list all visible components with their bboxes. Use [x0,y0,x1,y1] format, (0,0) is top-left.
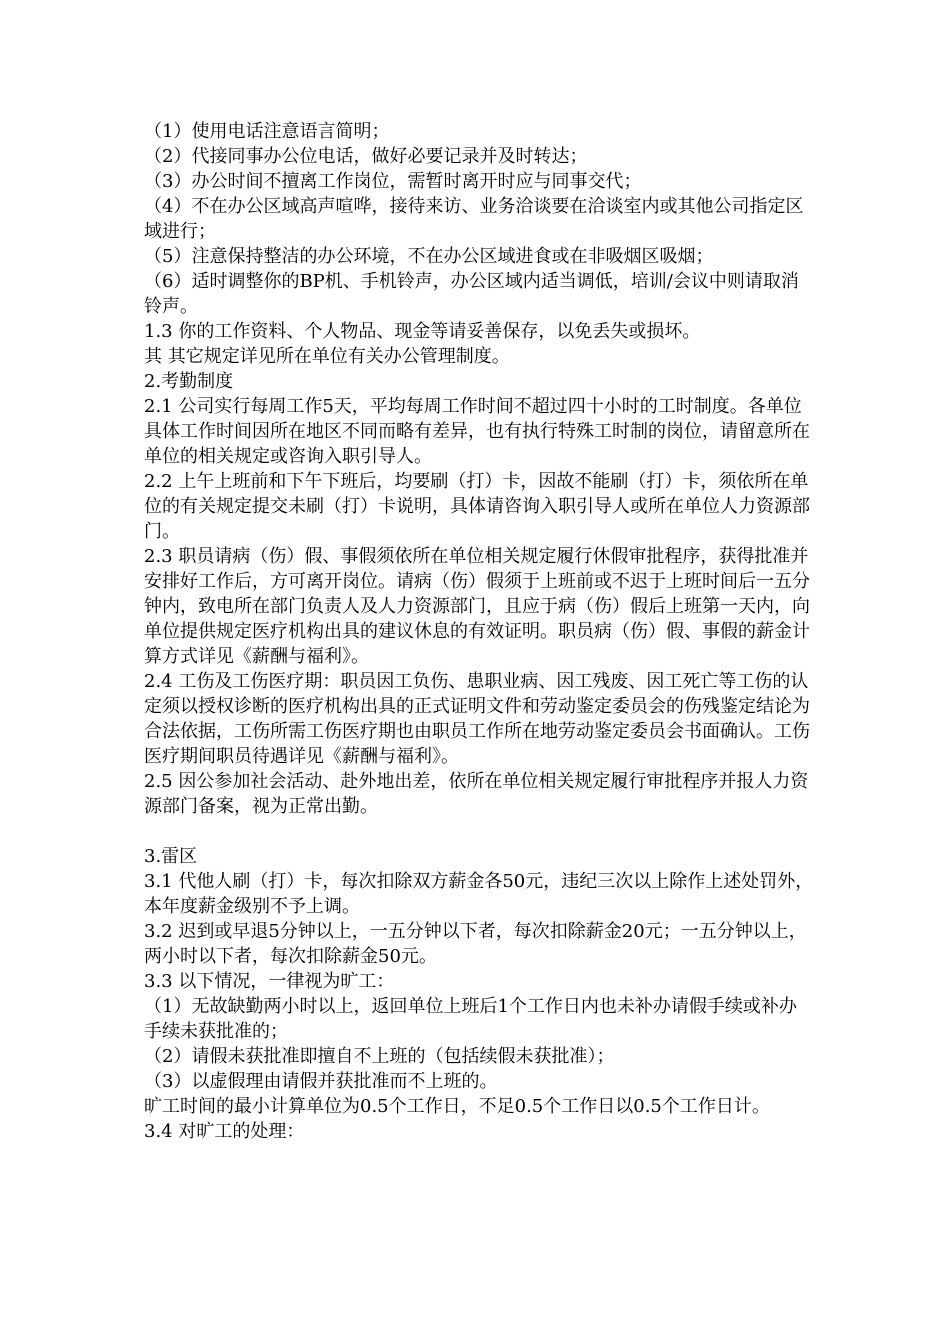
paragraph: 3.4 对旷工的处理： [144,1121,305,1142]
section-heading: 2.考勤制度 [144,371,234,392]
paragraph: 3.2 迟到或早退5分钟以上，一五分钟以下者，每次扣除薪金20元；一五分钟以上，两小时以下者，每次扣除薪金50元。 [144,921,807,967]
paragraph: （4）不在办公区域高声喧哗，接待来访、业务洽谈要在洽谈室内或其他公司指定区域进行； [144,196,804,242]
paragraph: （6）适时调整你的BP机、手机铃声，办公区域内适当调低，培训/会议中则请取消铃声。 [144,271,799,317]
paragraph: （1）使用电话注意语言简明； [144,121,390,142]
paragraph: （3）办公时间不擅离工作岗位，需暂时离开时应与同事交代； [144,171,642,192]
paragraph: 其 其它规定详见所在单位有关办公管理制度。 [144,346,510,367]
paragraph: 旷工时间的最小计算单位为0.5个工作日，不足0.5个工作日以0.5个工作日计。 [144,1096,770,1117]
paragraph: 3.1 代他人刷（打）卡，每次扣除双方薪金各50元，违纪三次以上除作上述处罚外，本年度薪金级别不予上调。 [144,871,814,917]
paragraph: （2）请假未获批准即擅自不上班的（包括续假未获批准）； [144,1046,615,1067]
paragraph: 2.4 工伤及工伤医疗期：职员因工负伤、患职业病、因工残废、因工死亡等工伤的认定须以授权诊断的医疗机构出具的正式证明文件和劳动鉴定委员会的伤残鉴定结论为合法依据，工伤所需工伤医疗期也由职员工作所在地劳动鉴定委员会书面确认。工伤医疗期间职员待遇详见《薪酬与福利》。 [144,671,810,767]
paragraph: 3.3 以下情况，一律视为旷工： [144,971,395,992]
paragraph: 2.3 职员请病（伤）假、事假须依所在单位相关规定履行休假审批程序，获得批准并安排好工作后，方可离开岗位。请病（伤）假须于上班前或不迟于上班时间后一五分钟内，致电所在部门负责人及人力资源部门，且应于病（伤）假后上班第一天内，向单位提供规定医疗机构出具的建议休息的有效证明。职员病（伤）假、事假的薪金计算方式详见《薪酬与福利》。 [144,546,810,667]
paragraph: 2.1 公司实行每周工作5天，平均每周工作时间不超过四十小时的工时制度。各单位具体工作时间因所在地区不同而略有差异，也有执行特殊工时制的岗位，请留意所在单位的相关规定或咨询入职引导人。 [144,396,810,467]
paragraph: 2.2 上午上班前和下午下班后，均要刷（打）卡，因故不能刷（打）卡，须依所在单位的有关规定提交未刷（打）卡说明，具体请咨询入职引导人或所在单位人力资源部门。 [144,471,810,542]
paragraph: （2）代接同事办公位电话，做好必要记录并及时转达； [144,146,588,167]
paragraph: （3）以虚假理由请假并获批准而不上班的。 [144,1071,498,1092]
paragraph: （5）注意保持整洁的办公环境，不在办公区域进食或在非吸烟区吸烟； [144,246,714,267]
paragraph: 2.5 因公参加社会活动、赴外地出差，依所在单位相关规定履行审批程序并报人力资源部门备案，视为正常出勤。 [144,771,809,817]
section-heading: 3.雷区 [144,846,198,867]
paragraph: （1）无故缺勤两小时以上，返回单位上班后1个工作日内也未补办请假手续或补办手续未获批准的； [144,996,797,1042]
blank-line [144,819,814,844]
document-body [144,119,814,1144]
paragraph: 1.3 你的工作资料、个人物品、现金等请妥善保存，以免丢失或损坏。 [144,321,701,342]
